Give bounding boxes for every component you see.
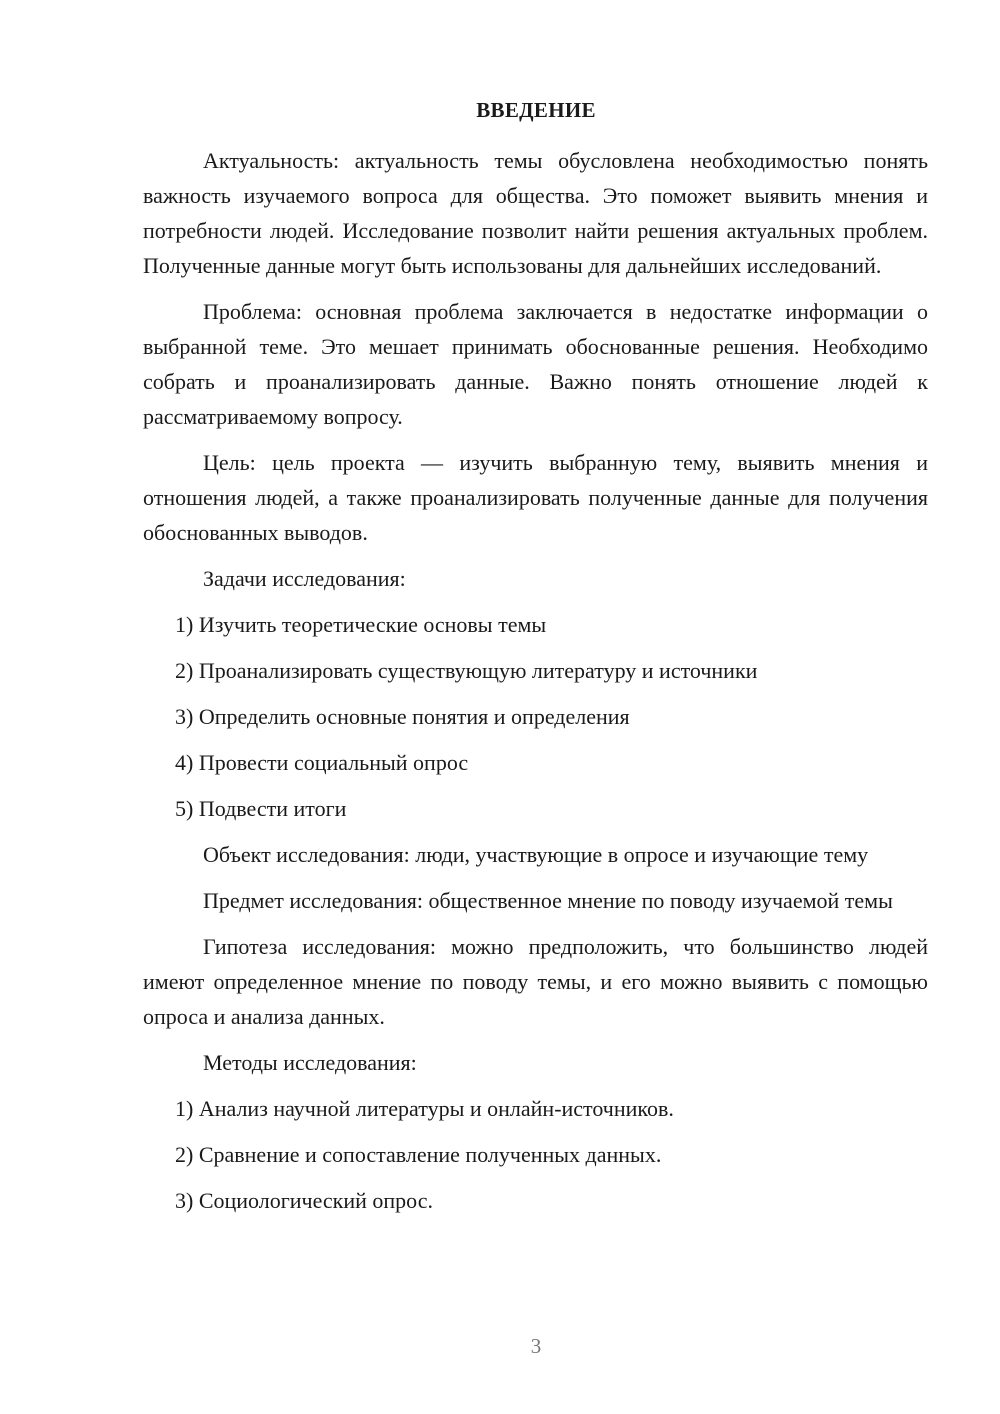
tasks-heading: Задачи исследования: — [203, 566, 406, 591]
document-body — [143, 143, 928, 1229]
page-number: 3 — [530, 1334, 542, 1358]
relevance-paragraph: Актуальность: актуальность темы обусловлена необходимостью понять важность изучаемого вопроса для общества. Это поможет выявить мнения и потребности людей. Исследование позволит найти решения актуальных проблем. Полученные данные могут быть использованы для дальнейших исследований. — [143, 148, 928, 278]
list-item: 4) Провести социальный опрос — [175, 750, 469, 775]
hypothesis-paragraph: Гипотеза исследования: можно предположить, что большинство людей имеют определенное мнение по поводу темы, и его можно выявить с помощью опроса и анализа данных. — [143, 934, 928, 1029]
list-item: 3) Определить основные понятия и определения — [175, 704, 630, 729]
list-item: 1) Изучить теоретические основы темы — [175, 612, 547, 637]
goal-paragraph: Цель: цель проекта — изучить выбранную тему, выявить мнения и отношения людей, а также проанализировать полученные данные для получения обоснованных выводов. — [143, 450, 928, 545]
list-item: 2) Проанализировать существующую литературу и источники — [175, 658, 758, 683]
object-paragraph: Объект исследования: люди, участвующие в опросе и изучающие тему — [203, 842, 869, 867]
list-item: 3) Социологический опрос. — [175, 1188, 433, 1213]
tasks-list — [143, 607, 928, 826]
problem-paragraph: Проблема: основная проблема заключается в недостатке информации о выбранной теме. Это мешает принимать обоснованные решения. Необходимо собрать и проанализировать данные. Важно понять отношение людей к рассматриваемому вопросу. — [143, 299, 928, 429]
methods-heading: Методы исследования: — [203, 1050, 417, 1075]
list-item: 5) Подвести итоги — [175, 796, 347, 821]
list-item: 2) Сравнение и сопоставление полученных данных. — [175, 1142, 662, 1167]
subject-paragraph: Предмет исследования: общественное мнение по поводу изучаемой темы — [203, 888, 893, 913]
page-title: ВВЕДЕНИЕ — [476, 98, 596, 122]
list-item: 1) Анализ научной литературы и онлайн-источников. — [175, 1096, 674, 1121]
methods-list — [143, 1091, 928, 1218]
